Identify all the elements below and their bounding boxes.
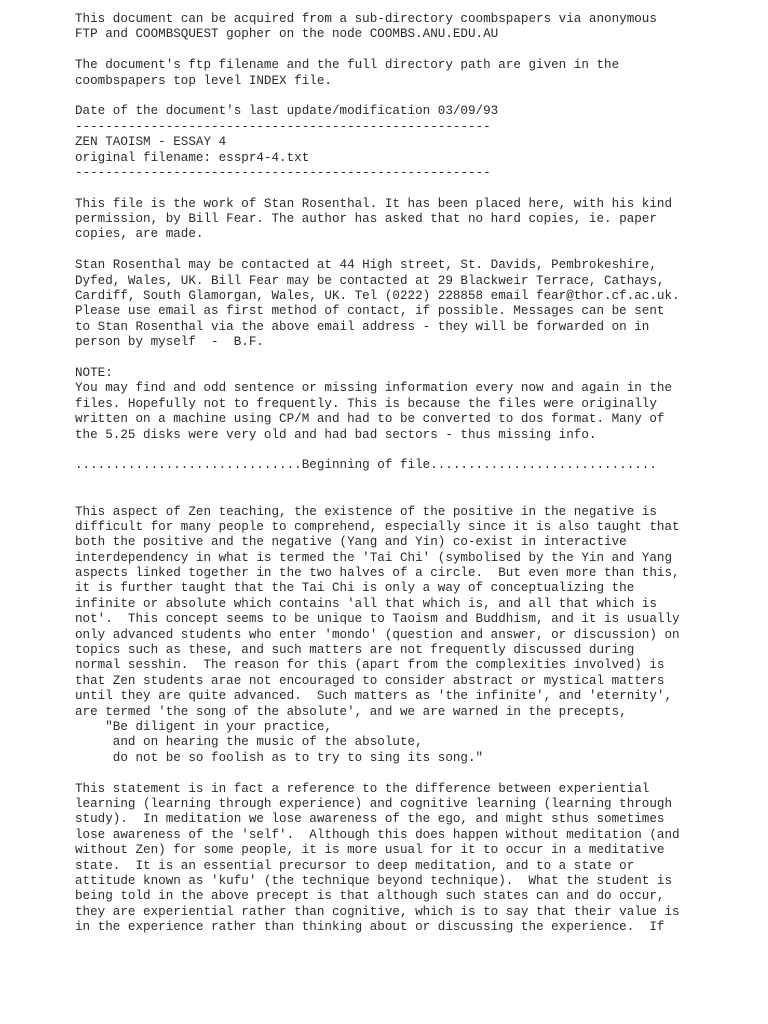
text-line: This document can be acquired from a sub-directory coombspapers via anonymous [75,12,657,26]
original-filename: original filename: esspr4-4.txt [75,150,310,165]
begin-of-file-marker: ..............................Beginning of file.............................. [75,458,657,473]
text-line: permission, by Bill Fear. The author has asked that no hard copies, ie. paper [75,212,657,227]
text-line: attitude known as 'kufu' (the technique beyond technique). What the student is [75,873,673,888]
text-line: FTP and COOMBSQUEST gopher on the node COOMBS.ANU.EDU.AU [75,27,499,42]
text-line: state. It is an essential precursor to deep meditation, and to a state or [75,858,635,873]
text-line: only advanced students who enter 'mondo' (question and answer, or discussion) on [75,627,680,642]
text-line: the 5.25 disks were very old and had bad sectors - thus missing info. [75,427,597,442]
text-line: in the experience rather than thinking about or discussing the experience. If [75,920,665,935]
text-line: Please use email as first method of contact, if possible. Messages can be sent [75,304,665,319]
essay-title: ZEN TAOISM - ESSAY 4 [75,135,227,150]
text-line: The document's ftp filename and the full directory path are given in the [75,58,620,73]
contact-paragraph [75,258,735,350]
text-line: without Zen) for some people, it is more usual for it to occur in a meditative [75,843,665,858]
document-header-block [75,104,735,181]
note-paragraph [75,366,735,443]
precept-quote-line: "Be diligent in your practice, [75,719,332,734]
essay-paragraph-2 [75,782,735,936]
ftp-paragraph [75,58,735,89]
text-line: normal sesshin. The reason for this (apart from the complexities involved) is [75,658,665,673]
begin-of-file-marker-block [75,458,735,473]
text-line: being told in the above precept is that although such states can and do occur, [75,889,665,904]
text-line: interdependency in what is termed the 'Tai Chi' (symbolised by the Yin and Yang [75,550,673,565]
text-line: not'. This concept seems to be unique to Taoism and Buddhism, and it is usually [75,612,680,627]
text-line: that Zen students arae not encouraged to consider abstract or mystical matters [75,673,665,688]
text-line: until they are quite advanced. Such matters as 'the infinite', and 'eternity', [75,689,673,704]
text-line: topics such as these, and such matters are not frequently discussed during [75,643,635,658]
text-line: This statement is in fact a reference to the difference between experiential [75,781,650,796]
credits-paragraph [75,197,735,243]
text-line: they are experiential rather than cognitive, which is to say that their value is [75,904,680,919]
text-line: Cardiff, South Glamorgan, Wales, UK. Tel (0222) 228858 email fear@thor.cf.ac.uk. [75,289,680,304]
text-line: Stan Rosenthal may be contacted at 44 High street, St. Davids, Pembrokeshire, [75,258,657,273]
text-line: study). In meditation we lose awareness of the ego, and might sthus sometimes [75,812,665,827]
text-line: This file is the work of Stan Rosenthal. It has been placed here, with his kind [75,196,673,211]
text-line: it is further taught that the Tai Chi is only a way of conceptualizing the [75,581,635,596]
rule-divider: ------------------------------------------------------- [75,165,491,180]
precept-quote-line: do not be so foolish as to try to sing its song." [75,750,484,765]
text-line: learning (learning through experience) and cognitive learning (learning through [75,796,673,811]
text-line: lose awareness of the 'self'. Although this does happen without meditation (and [75,827,680,842]
intro-paragraph [75,12,735,43]
text-line: This aspect of Zen teaching, the existence of the positive in the negative is [75,504,657,519]
text-line: person by myself - B.F. [75,335,264,350]
text-line: to Stan Rosenthal via the above email address - they will be forwarded on in [75,319,650,334]
text-line: written on a machine using CP/M and had to be converted to dos format. Many of [75,412,665,427]
text-line: coombspapers top level INDEX file. [75,73,332,88]
note-label: NOTE: [75,365,113,380]
precept-quote-line: and on hearing the music of the absolute, [75,735,423,750]
text-line: aspects linked together in the two halves of a circle. But even more than this, [75,566,680,581]
text-line: are termed 'the song of the absolute', and we are warned in the precepts, [75,704,627,719]
text-line: Dyfed, Wales, UK. Bill Fear may be contacted at 29 Blackweir Terrace, Cathays, [75,273,665,288]
text-line: copies, are made. [75,227,204,242]
document-page [75,12,735,935]
text-line: both the positive and the negative (Yang and Yin) co-exist in interactive [75,535,627,550]
text-line: infinite or absolute which contains 'all that which is, and all that which is [75,596,657,611]
text-line: files. Hopefully not to frequently. This is because the files were originally [75,396,657,411]
rule-divider: ------------------------------------------------------- [75,119,491,134]
essay-paragraph-1 [75,505,735,767]
last-update-line: Date of the document's last update/modification 03/09/93 [75,104,499,119]
text-line: You may find and odd sentence or missing information every now and again in the [75,381,673,396]
text-line: difficult for many people to comprehend, especially since it is also taught that [75,519,680,534]
